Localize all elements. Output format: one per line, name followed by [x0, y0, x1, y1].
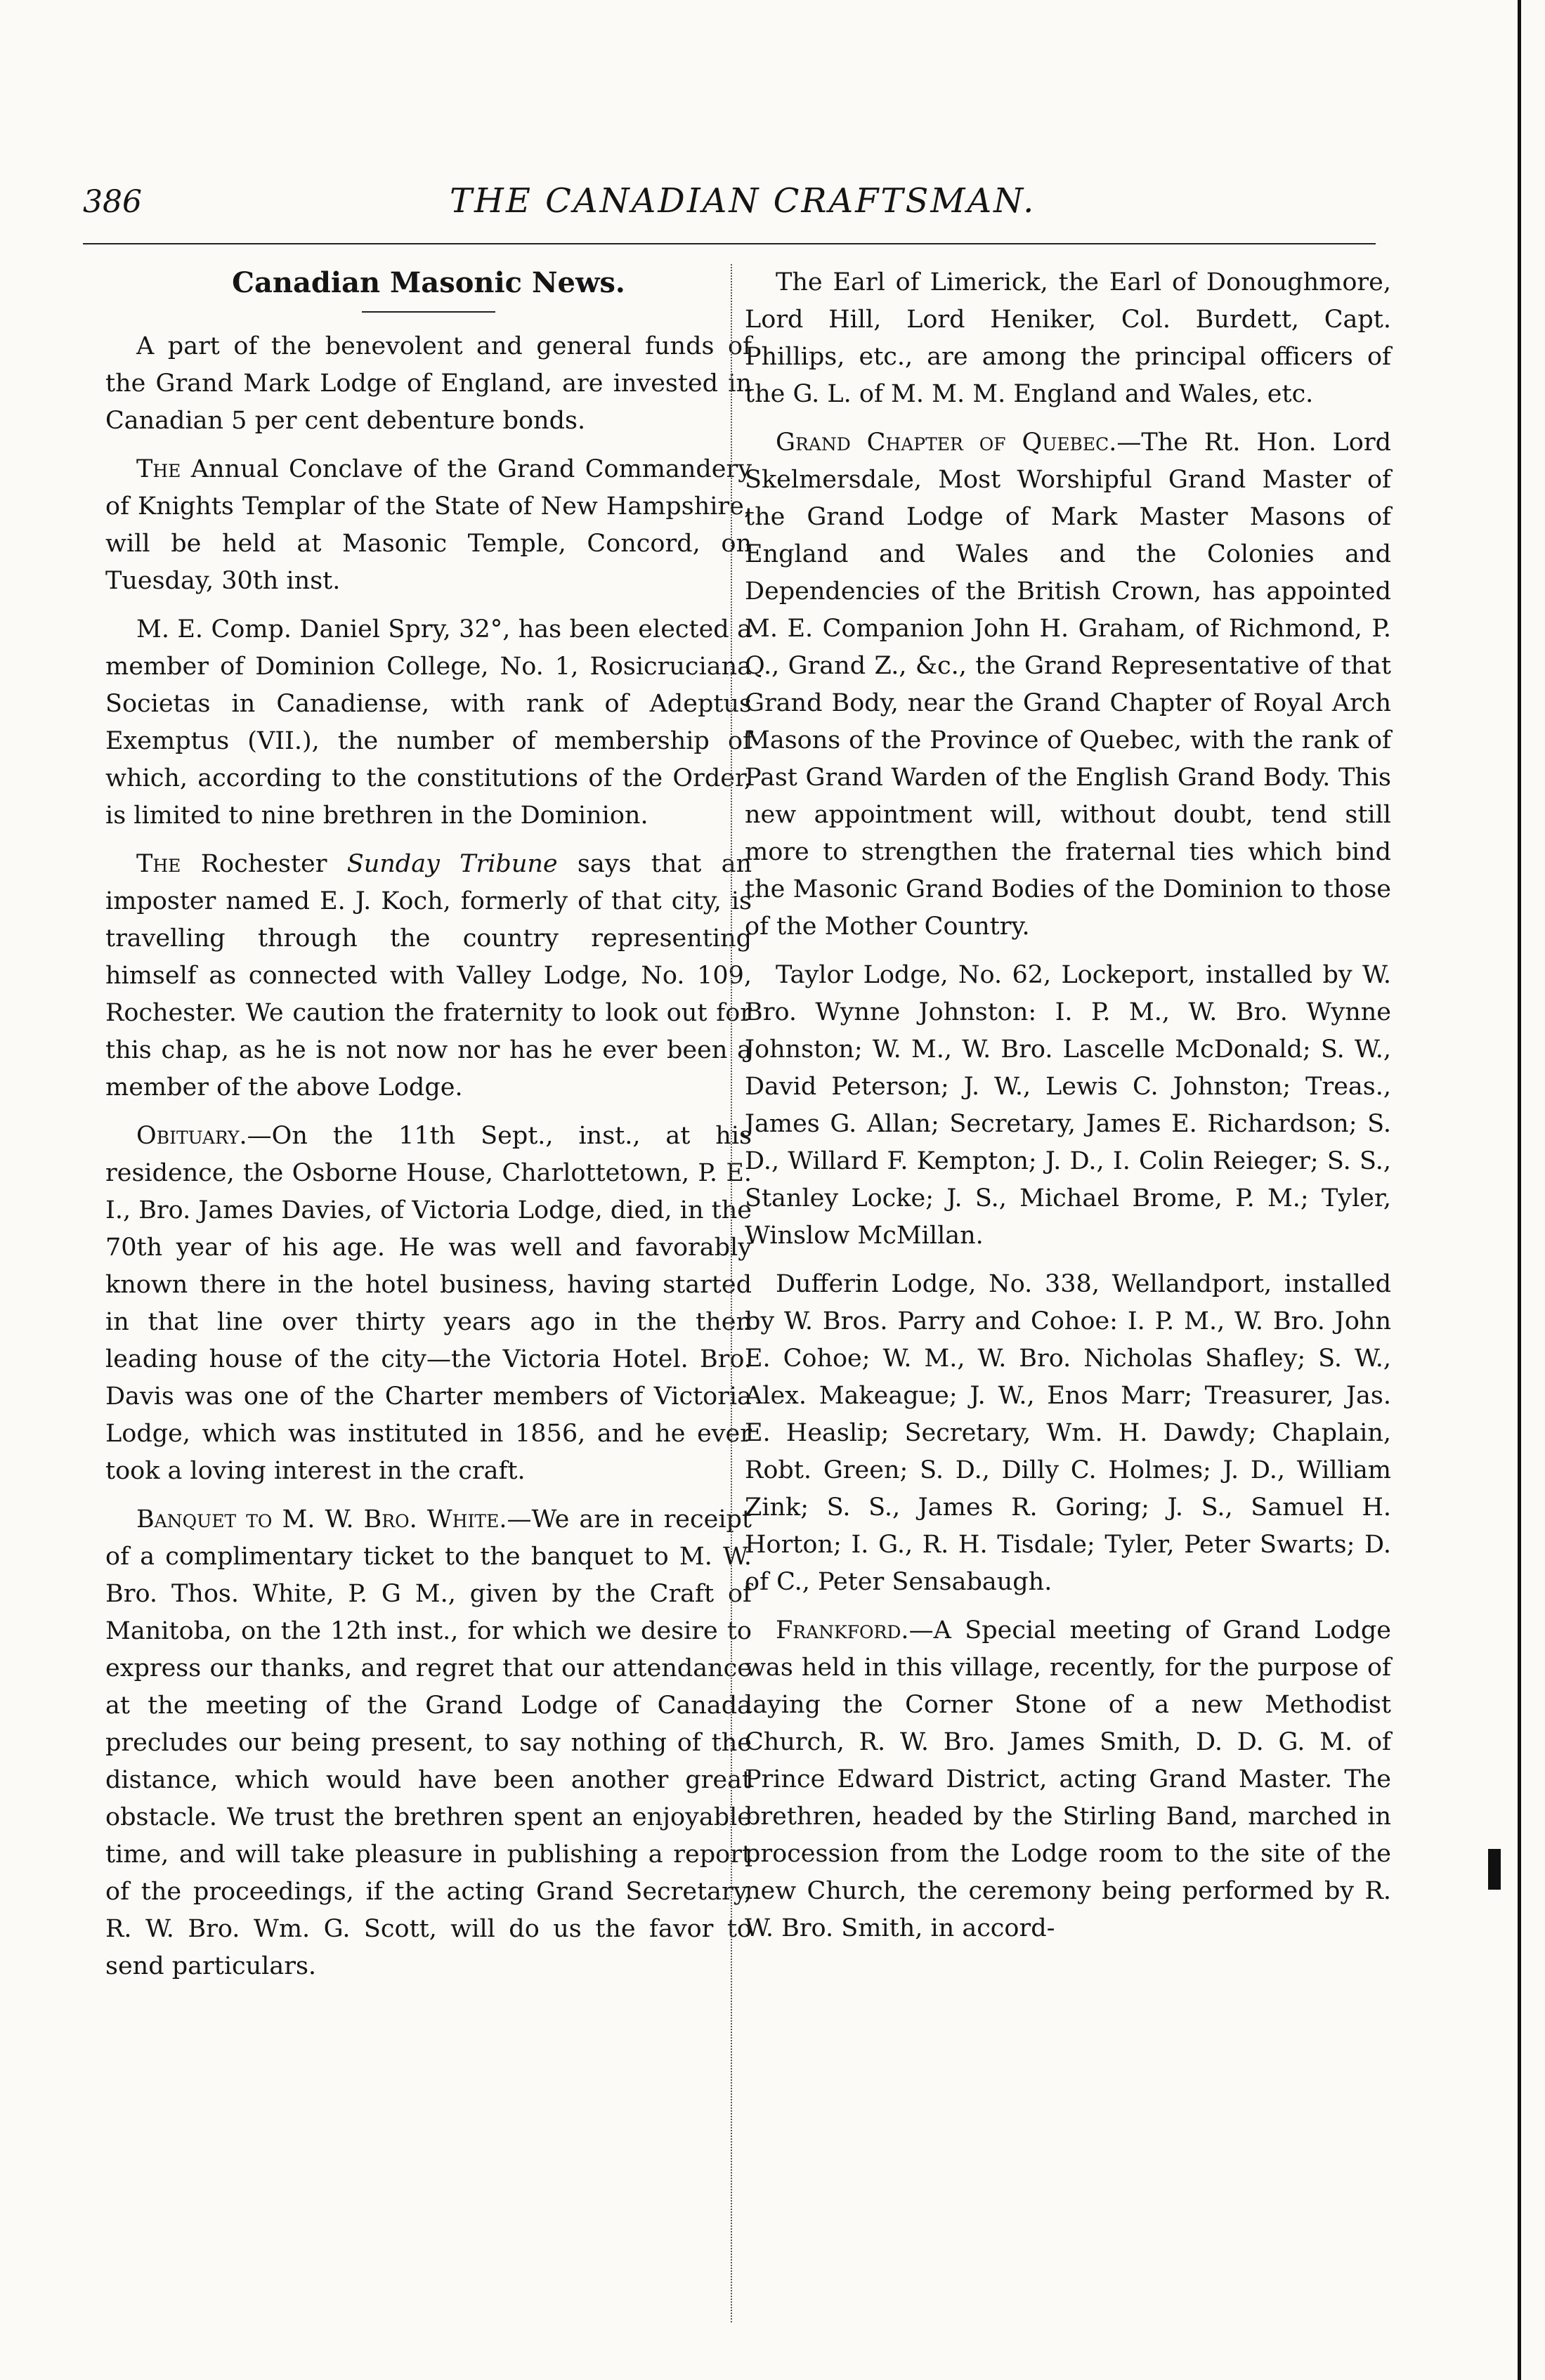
page-edge-rule	[1518, 0, 1521, 2380]
header-rule	[83, 243, 1376, 244]
paragraph-daniel-spry	[105, 611, 752, 835]
paragraph-banquet	[105, 1501, 752, 1985]
paragraph-rochester-imposter	[105, 846, 752, 1106]
page-number: 386	[83, 184, 142, 220]
paragraph-frankford	[745, 1612, 1391, 1947]
right-column	[745, 264, 1391, 1959]
section-title-rule	[362, 311, 495, 313]
paragraph-grand-chapter-quebec	[745, 424, 1391, 946]
paragraph-lead: Frankford.	[776, 1616, 909, 1645]
paragraph-text: —On the 11th Sept., inst., at his residence, the Osborne House, Charlottetown, P. E. I., Bro. James Davies, of Victoria Lodge, died, in the 70th year of his age. He was well and favorably known there in the hotel business, having started in that line over thirty years ago in the then leading house of the city—the Victoria Hotel. Bro. Davis was one of the Charter members of Victoria Lodge, which was instituted in 1856, and he ever took a loving interest in the craft.	[105, 1122, 752, 1485]
margin-mark	[1488, 1849, 1501, 1890]
paragraph-text: A part of the benevolent and general funds of the Grand Mark Lodge of England, are invested in Canadian 5 per cent debenture bonds.	[105, 332, 752, 435]
paragraph-lead: Banquet to M. W. Bro. White.	[136, 1505, 507, 1534]
paragraph-taylor-lodge	[745, 957, 1391, 1255]
paragraph-text: —We are in receipt of a complimentary ticket to the banquet to M. W. Bro. Thos. White, P. G M., given by the Craft of Manitoba, on the 12th inst., for which we desire to express our thanks, and regret that our attendance at the meeting of the Grand Lodge of Canada precludes our being present, to say nothing of the distance, which would have been another great obstacle. We trust the brethren spent an enjoyable time, and will take pleasure in publishing a report of the proceedings, if the acting Grand Secretary, R. W. Bro. Wm. G. Scott, will do us the favor to send particulars.	[105, 1505, 752, 1980]
paragraph-text: says that an imposter named E. J. Koch, formerly of that city, is travelling through the country representing himself as connected with Valley Lodge, No. 109, Rochester. We caution the fraternity to look out for this chap, as he is not now nor has he ever been a member of the above Lodge.	[105, 850, 752, 1101]
section-title: Canadian Masonic News.	[232, 266, 625, 299]
paragraph-text: The Earl of Limerick, the Earl of Donoughmore, Lord Hill, Lord Heniker, Col. Burdett, Capt. Phillips, etc., are among the principal officers of the G. L. of M. M. M. England and Wales, etc.	[745, 268, 1391, 408]
column-divider	[731, 264, 732, 2322]
paragraph-lead: The	[136, 850, 181, 878]
running-head: THE CANADIAN CRAFTSMAN.	[450, 181, 1036, 221]
paragraph-obituary	[105, 1118, 752, 1490]
paragraph-lead: Grand Chapter of Quebec.	[776, 429, 1117, 457]
paragraph-dufferin-lodge	[745, 1266, 1391, 1601]
newspaper-title: Sunday Tribune	[346, 850, 558, 878]
paragraph-mark-lodge-funds	[105, 328, 752, 440]
paragraph-text: —A Special meeting of Grand Lodge was held in this village, recently, for the purpose of laying the Corner Stone of a new Methodist Church, R. W. Bro. James Smith, D. D. G. M. of Prince Edward District, acting Grand Master. The brethren, headed by the Stirling Band, marched in procession from the Lodge room to the site of the new Church, the ceremony being performed by R. W. Bro. Smith, in accord-	[745, 1616, 1391, 1942]
paragraph-lead: The	[136, 455, 181, 483]
paragraph-text: M. E. Comp. Daniel Spry, 32°, has been elected a member of Dominion College, No. 1, Rosicruciana Societas in Canadiense, with rank of Adeptus Exemptus (VII.), the number of membership of which, according to the constitutions of the Order, is limited to nine brethren in the Dominion.	[105, 615, 752, 830]
paragraph-text: —The Rt. Hon. Lord Skelmersdale, Most Worshipful Grand Master of the Grand Lodge of Mark Master Masons of England and Wales and the Colonies and Dependencies of the British Crown, has appointed M. E. Companion John H. Graham, of Richmond, P. Q., Grand Z., &c., the Grand Representative of that Grand Body, near the Grand Chapter of Royal Arch Masons of the Province of Quebec, with the rank of Past Grand Warden of the English Grand Body. This new appointment will, without doubt, tend still more to strengthen the fraternal ties which bind the Masonic Grand Bodies of the Dominion to those of the Mother Country.	[745, 429, 1391, 941]
paragraph-text: Taylor Lodge, No. 62, Lockeport, installed by W. Bro. Wynne Johnston: I. P. M., W. Bro. Wynne Johnston; W. M., W. Bro. Lascelle McDonald; S. W., David Peterson; J. W., Lewis C. Johnston; Treas., James G. Allan; Secretary, James E. Richardson; S. D., Willard F. Kempton; J. D., I. Colin Reieger; S. S., Stanley Locke; J. S., Michael Brome, P. M.; Tyler, Winslow McMillan.	[745, 961, 1391, 1250]
paragraph-new-hampshire-conclave	[105, 451, 752, 600]
paragraph-text: Annual Conclave of the Grand Commandery of Knights Templar of the State of New Hampshire, will be held at Masonic Temple, Concord, on Tuesday, 30th inst.	[105, 455, 752, 595]
paragraph-text: Rochester	[181, 850, 347, 878]
left-column	[105, 264, 752, 1996]
paragraph-lead: Obituary.	[136, 1122, 247, 1150]
paragraph-grand-mark-officers	[745, 264, 1391, 413]
paragraph-text: Dufferin Lodge, No. 338, Wellandport, installed by W. Bros. Parry and Cohoe: I. P. M., W. Bro. John E. Cohoe; W. M., W. Bro. Nicholas Shafley; S. W., Alex. Makeague; J. W., Enos Marr; Treasurer, Jas. E. Heaslip; Secretary, Wm. H. Dawdy; Chaplain, Robt. Green; S. D., Dilly C. Holmes; J. D., William Zink; S. S., James R. Goring; J. S., Samuel H. Horton; I. G., R. H. Tisdale; Tyler, Peter Swarts; D. of C., Peter Sensabaugh.	[745, 1270, 1391, 1596]
